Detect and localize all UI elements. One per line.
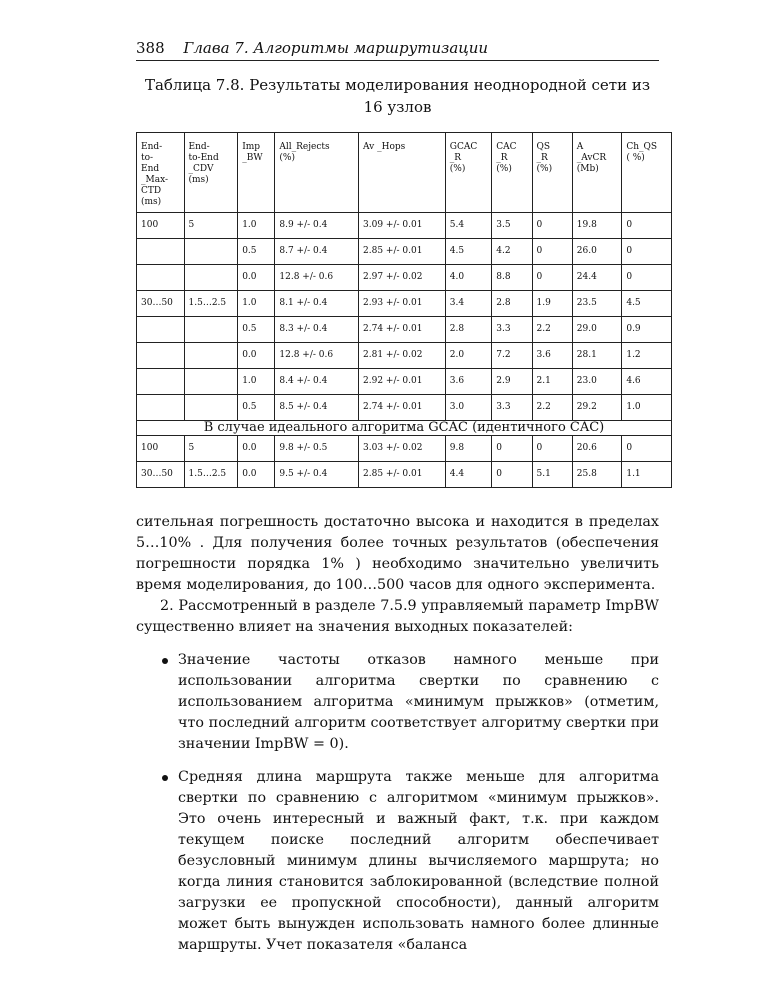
table-cell: 3.03 +/- 0.02 bbox=[359, 436, 446, 462]
table-subheader: В случае идеального алгоритма GCAC (идентичного CAC) bbox=[137, 421, 672, 436]
table-cell: 3.6 bbox=[445, 369, 491, 395]
table-cell bbox=[184, 317, 238, 343]
table-cell: 1.0 bbox=[238, 213, 275, 239]
table-cell: 23.5 bbox=[572, 291, 622, 317]
body-text bbox=[136, 512, 659, 968]
table-row bbox=[137, 436, 672, 462]
table-cell bbox=[137, 317, 185, 343]
table-row bbox=[137, 462, 672, 488]
table-row bbox=[137, 265, 672, 291]
table-caption: Таблица 7.8. Результаты моделирования неоднородной сети из 16 узлов bbox=[144, 76, 651, 116]
column-header: All_Rejects (%) bbox=[275, 133, 359, 213]
table-row bbox=[137, 291, 672, 317]
table-cell: 0 bbox=[622, 239, 672, 265]
bullet-item-2 bbox=[136, 767, 659, 956]
table-cell: 4.0 bbox=[445, 265, 491, 291]
paragraph-1: сительная погрешность достаточно высока и находится в пределах 5…10% . Для получения более точных результатов (обеспечения погрешности порядка 1% ) необходимо значительно увеличить время моделирования, до 100…500 часов для одного эксперимента. bbox=[136, 514, 659, 593]
bullet-item-1 bbox=[136, 650, 659, 755]
bullet-list bbox=[136, 650, 659, 956]
table-cell: 9.8 +/- 0.5 bbox=[275, 436, 359, 462]
table-cell: 0 bbox=[622, 265, 672, 291]
table-cell: 25.8 bbox=[572, 462, 622, 488]
table-cell: 29.2 bbox=[572, 395, 622, 421]
table-cell: 1.5…2.5 bbox=[184, 462, 238, 488]
table-cell: 0.0 bbox=[238, 265, 275, 291]
table-cell bbox=[184, 239, 238, 265]
table-cell: 3.6 bbox=[532, 343, 572, 369]
table-cell: 8.1 +/- 0.4 bbox=[275, 291, 359, 317]
table-cell: 1.1 bbox=[622, 462, 672, 488]
table-cell: 0 bbox=[532, 436, 572, 462]
table-cell: 3.3 bbox=[492, 395, 532, 421]
table-cell: 3.5 bbox=[492, 213, 532, 239]
table-row bbox=[137, 213, 672, 239]
table-cell: 0 bbox=[492, 462, 532, 488]
table-cell: 4.2 bbox=[492, 239, 532, 265]
table-cell: 1.9 bbox=[532, 291, 572, 317]
table-cell: 8.5 +/- 0.4 bbox=[275, 395, 359, 421]
table-cell: 2.8 bbox=[492, 291, 532, 317]
column-header: A _AvCR (Mb) bbox=[572, 133, 622, 213]
chapter-title: Глава 7. Алгоритмы маршрутизации bbox=[183, 39, 489, 57]
column-header: End- to- End _Max- CTD (ms) bbox=[137, 133, 185, 213]
table-cell: 12.8 +/- 0.6 bbox=[275, 343, 359, 369]
table-cell: 0.5 bbox=[238, 317, 275, 343]
table-row bbox=[137, 317, 672, 343]
table-cell: 3.0 bbox=[445, 395, 491, 421]
column-header: CAC _R (%) bbox=[492, 133, 532, 213]
table-cell: 0.0 bbox=[238, 343, 275, 369]
table-cell: 5.1 bbox=[532, 462, 572, 488]
column-header: GCAC _R (%) bbox=[445, 133, 491, 213]
table-cell bbox=[137, 395, 185, 421]
table-cell: 2.92 +/- 0.01 bbox=[359, 369, 446, 395]
table-cell: 0 bbox=[532, 213, 572, 239]
results-table bbox=[136, 132, 672, 488]
table-row bbox=[137, 395, 672, 421]
table-cell: 9.5 +/- 0.4 bbox=[275, 462, 359, 488]
page-header bbox=[136, 38, 659, 61]
table-cell: 30…50 bbox=[137, 462, 185, 488]
table-cell: 23.0 bbox=[572, 369, 622, 395]
column-header: QS _R (%) bbox=[532, 133, 572, 213]
table-cell: 8.4 +/- 0.4 bbox=[275, 369, 359, 395]
bullet-icon bbox=[162, 775, 168, 781]
table-cell: 5 bbox=[184, 436, 238, 462]
table-row bbox=[137, 369, 672, 395]
bullet-text-2: Средняя длина маршрута также меньше для алгоритма свертки по сравнению с алгоритмом «минимум прыжков». Это очень интересный и важный факт, т.к. при каждом текущем поиске последний алгоритм обеспечивает безусловный минимум длины вычисляемого маршрута; но когда линия становится заблокированной (вследствие полной загрузки ее пропускной способности), данный алгоритм может быть вынужден использовать намного более длинные маршруты. Учет показателя «баланса bbox=[178, 769, 659, 953]
table-cell: 3.09 +/- 0.01 bbox=[359, 213, 446, 239]
table-cell: 2.2 bbox=[532, 317, 572, 343]
table-cell: 12.8 +/- 0.6 bbox=[275, 265, 359, 291]
table-cell: 0.9 bbox=[622, 317, 672, 343]
table-cell: 0 bbox=[622, 213, 672, 239]
table-cell: 19.8 bbox=[572, 213, 622, 239]
table-cell: 2.81 +/- 0.02 bbox=[359, 343, 446, 369]
table-cell: 29.0 bbox=[572, 317, 622, 343]
table-cell bbox=[184, 395, 238, 421]
table-cell: 5.4 bbox=[445, 213, 491, 239]
table-cell: 7.2 bbox=[492, 343, 532, 369]
table-cell: 0.0 bbox=[238, 436, 275, 462]
table-cell: 1.0 bbox=[238, 369, 275, 395]
table-cell: 100 bbox=[137, 436, 185, 462]
paragraph-2: 2. Рассмотренный в разделе 7.5.9 управляемый параметр ImpBW существенно влияет на значения выходных показателей: bbox=[136, 598, 659, 635]
table-cell: 0 bbox=[532, 239, 572, 265]
table-subheader-row bbox=[137, 421, 672, 436]
table-cell bbox=[137, 343, 185, 369]
table-cell bbox=[184, 265, 238, 291]
table-cell: 4.5 bbox=[445, 239, 491, 265]
table-cell bbox=[184, 369, 238, 395]
column-header: End- to-End _CDV (ms) bbox=[184, 133, 238, 213]
table-cell: 2.1 bbox=[532, 369, 572, 395]
table-cell bbox=[137, 265, 185, 291]
table-cell: 2.97 +/- 0.02 bbox=[359, 265, 446, 291]
table-cell: 2.85 +/- 0.01 bbox=[359, 462, 446, 488]
column-header: Imp _BW bbox=[238, 133, 275, 213]
table-header-row bbox=[137, 133, 672, 213]
column-header: Ch_QS ( %) bbox=[622, 133, 672, 213]
table-row bbox=[137, 343, 672, 369]
table-cell: 0.5 bbox=[238, 395, 275, 421]
table-cell: 3.3 bbox=[492, 317, 532, 343]
table-row bbox=[137, 239, 672, 265]
table-cell: 20.6 bbox=[572, 436, 622, 462]
table-cell: 2.0 bbox=[445, 343, 491, 369]
table-cell: 8.7 +/- 0.4 bbox=[275, 239, 359, 265]
table-cell: 0.0 bbox=[238, 462, 275, 488]
table-cell: 2.93 +/- 0.01 bbox=[359, 291, 446, 317]
bullet-text-1: Значение частоты отказов намного меньше при использовании алгоритма свертки по сравнению с использованием алгоритма «минимум прыжков» (отметим, что последний алгоритм соответствует алгоритму свертки при значении ImpBW = 0). bbox=[178, 652, 659, 752]
table-cell: 9.8 bbox=[445, 436, 491, 462]
table-cell: 0 bbox=[622, 436, 672, 462]
table-cell bbox=[184, 343, 238, 369]
page-number: 388 bbox=[136, 39, 165, 57]
table-cell: 2.74 +/- 0.01 bbox=[359, 395, 446, 421]
table-cell: 2.8 bbox=[445, 317, 491, 343]
table-cell: 4.4 bbox=[445, 462, 491, 488]
table-cell: 0 bbox=[492, 436, 532, 462]
table-cell: 4.5 bbox=[622, 291, 672, 317]
table-cell: 2.74 +/- 0.01 bbox=[359, 317, 446, 343]
table-cell: 2.9 bbox=[492, 369, 532, 395]
table-cell: 1.0 bbox=[238, 291, 275, 317]
table-cell: 0 bbox=[532, 265, 572, 291]
table-cell: 2.85 +/- 0.01 bbox=[359, 239, 446, 265]
table-cell: 1.5…2.5 bbox=[184, 291, 238, 317]
table-cell: 26.0 bbox=[572, 239, 622, 265]
table-cell: 8.9 +/- 0.4 bbox=[275, 213, 359, 239]
table-cell: 5 bbox=[184, 213, 238, 239]
table-cell: 24.4 bbox=[572, 265, 622, 291]
table-cell: 30…50 bbox=[137, 291, 185, 317]
table-cell: 0.5 bbox=[238, 239, 275, 265]
table-cell: 1.2 bbox=[622, 343, 672, 369]
table-cell: 2.2 bbox=[532, 395, 572, 421]
table-cell: 100 bbox=[137, 213, 185, 239]
column-header: Av _Hops bbox=[359, 133, 446, 213]
table-cell: 28.1 bbox=[572, 343, 622, 369]
table-cell: 1.0 bbox=[622, 395, 672, 421]
table-cell: 4.6 bbox=[622, 369, 672, 395]
table-cell: 8.3 +/- 0.4 bbox=[275, 317, 359, 343]
bullet-icon bbox=[162, 658, 168, 664]
table-cell bbox=[137, 239, 185, 265]
table-cell: 8.8 bbox=[492, 265, 532, 291]
table-cell bbox=[137, 369, 185, 395]
table-cell: 3.4 bbox=[445, 291, 491, 317]
